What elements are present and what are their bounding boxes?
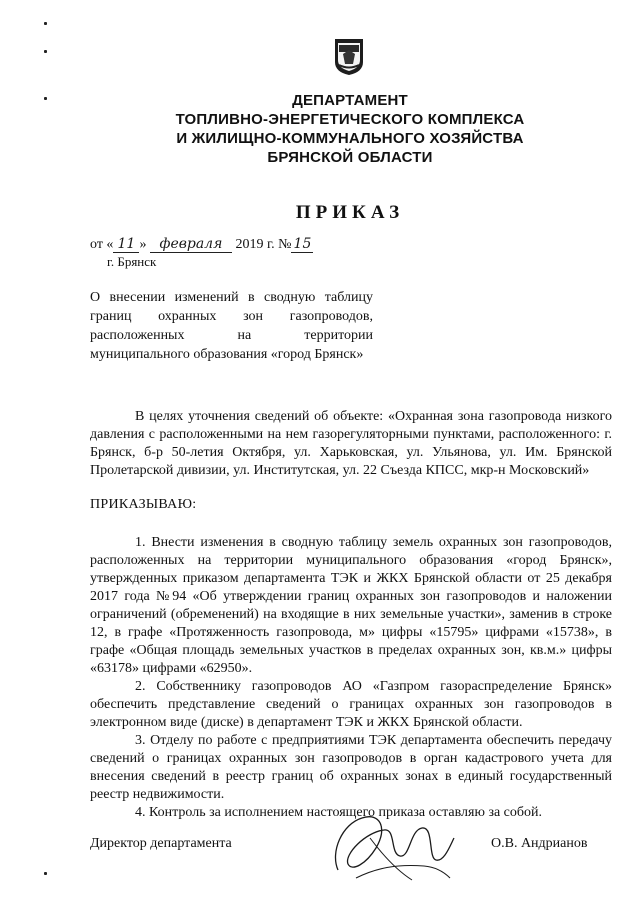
department-title-line-2: ТОПЛИВНО-ЭНЕРГЕТИЧЕСКОГО КОМПЛЕКСА xyxy=(175,111,525,128)
order-item-1: 1. Внести изменения в сводную таблицу земель охранных зон газопроводов, расположенных на территории муниципального образования «город Брянск», утвержденных приказом департамента ТЭК и ЖКХ Брянской области от 25 декабря 2017 года №94 «Об утверждении границ охранных зон газопроводов и наложении ограничений (обременений) на входящие в них земельные участки», заменив в строке 12, в графе «Протяженность газопровода, м» цифры «15795» цифрами «15738», в графе «Общая площадь земельных участков в пределах охранных зон, кв.м.» цифры «63178» цифрами «62950». xyxy=(90,535,612,676)
scan-margin-mark xyxy=(44,22,47,25)
order-subject: О внесении изменений в сводную таблицу границ охранных зон газопроводов, расположенных на территории муниципального образования «город Брянск» xyxy=(90,290,373,362)
department-title-line-3: И ЖИЛИЩНО-КОММУНАЛЬНОГО ХОЗЯЙСТВА xyxy=(176,130,524,147)
signatory-role: Директор департамента xyxy=(90,836,232,851)
department-title-line-1: ДЕПАРТАМЕНТ xyxy=(292,92,408,109)
department-title-line-4: БРЯНСКОЙ ОБЛАСТИ xyxy=(267,149,433,166)
date-day: 11 xyxy=(113,236,139,253)
document-type-heading: ПРИКАЗ xyxy=(295,202,405,223)
signatory-name: О.В. Андрианов xyxy=(491,836,588,851)
date-mid: » xyxy=(139,237,147,252)
date-line xyxy=(90,236,313,253)
order-word: ПРИКАЗЫВАЮ: xyxy=(90,497,197,512)
scan-margin-mark xyxy=(44,50,47,53)
order-number: 15 xyxy=(291,236,313,253)
order-item-3: 3. Отделу по работе с предприятиями ТЭК департамента обеспечить передачу сведений о границах охранных зон газопроводов в орган кадастрового учета для внесения сведений в реестр границ об охранных зонах в единый государственный реестр недвижимости. xyxy=(90,733,612,802)
preamble xyxy=(90,408,612,480)
order-items xyxy=(90,534,612,822)
order-item-4: 4. Контроль за исполнением настоящего приказа оставляю за собой. xyxy=(135,805,543,820)
order-item-2: 2. Собственнику газопроводов АО «Газпром газораспределение Брянск» обеспечить представление сведений о границах охранных зон газопроводов в электронном виде (диске) в департамент ТЭК и ЖКХ Брянской области. xyxy=(90,679,612,730)
coat-of-arms-emblem xyxy=(334,38,364,76)
preamble-text: В целях уточнения сведений об объекте: «Охранная зона газопровода низкого давления с расположенными на нем газорегуляторными пунктами, расположенного: г. Брянск, б-р 50-летия Октября, ул. Харьковская, ул. Ульянова, ул. Им. Брянской Пролетарской дивизии, ул. Институтская, ул. 22 Съезда КПСС, мкр-н Московский» xyxy=(90,409,612,478)
date-month: февраля xyxy=(150,236,232,253)
date-year: 2019 г. xyxy=(235,237,275,252)
city-label: г. Брянск xyxy=(107,254,157,269)
date-prefix: от « xyxy=(90,237,114,252)
scan-margin-mark xyxy=(44,872,47,875)
order-number-label: № xyxy=(278,237,292,252)
handwritten-signature xyxy=(326,808,456,888)
